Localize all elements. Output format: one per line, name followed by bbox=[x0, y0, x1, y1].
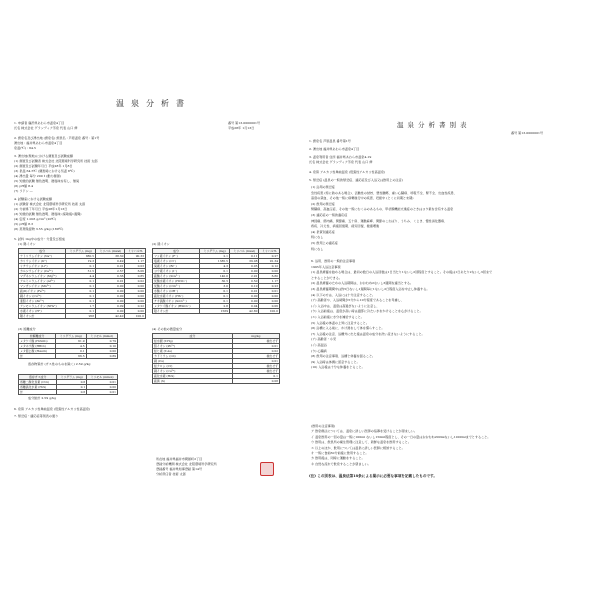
table-cell: カリウムイオン (K⁺) bbox=[19, 259, 66, 264]
table-cell: 0.00 bbox=[259, 294, 280, 299]
text-line: (イ) 入浴中は、温度は高過ぎないように注意し、 bbox=[311, 303, 380, 308]
table-cell: 0.1 bbox=[200, 294, 230, 299]
column-header: 溶存ガス成分 bbox=[19, 375, 57, 380]
table-cell: 51.5 bbox=[66, 269, 96, 274]
applicant-line: 1. 申請者 鹿沢県あわら市温泉4丁目 bbox=[14, 121, 65, 125]
text-line: (5) 飲用上の適応症 bbox=[311, 241, 339, 245]
text-line: (3) 温泉療養期間中は約5日ないし1週間毎に1ないし2日程度入浴を中止し休養する。 bbox=[311, 287, 430, 291]
table-cell: 90.33 bbox=[125, 254, 146, 259]
table-cell: 91.34 bbox=[259, 259, 280, 264]
undissociated-table bbox=[18, 333, 118, 359]
table-cell: 2.91 bbox=[230, 274, 259, 279]
official-seal bbox=[260, 462, 274, 476]
appendix-page bbox=[301, 82, 592, 534]
text-line: カ 飲用後は、同時に運動をすること。 bbox=[311, 456, 365, 461]
source-line: 泉温(℃) : 64.5 bbox=[14, 146, 36, 150]
table-cell: 140.0 bbox=[200, 274, 230, 279]
table-cell: 0.00 bbox=[96, 284, 125, 289]
table-row bbox=[19, 390, 118, 395]
text-line: (4) 以下の方は、入浴には十分注意すること。 bbox=[311, 292, 376, 297]
column-header: 成分 bbox=[153, 249, 200, 254]
table-cell: 0.01 bbox=[96, 279, 125, 284]
table-cell: 0.10 bbox=[86, 344, 117, 349]
table-cell: 鉄(II)イオン (Fe²⁺) bbox=[19, 289, 66, 294]
table-cell: 0.00 bbox=[230, 299, 259, 304]
table-cell: 19.3 bbox=[66, 259, 96, 264]
lab-line: (1) 試験者 株式会社 北陸環境科学研究所 技術 太郎 bbox=[14, 202, 86, 206]
analysis-report-page bbox=[6, 82, 298, 534]
table-cell: 0.10 bbox=[230, 284, 259, 289]
table-cell: 総水銀 (T-Hg) bbox=[153, 339, 233, 344]
table-cell: 1.17 bbox=[259, 279, 280, 284]
table-cell: 0.00 bbox=[87, 385, 118, 390]
appendix-item: 3. 温泉利用者 住所 福井県あわら市温泉4-19 bbox=[309, 155, 372, 159]
column-header: 非解離成分 bbox=[19, 334, 56, 339]
lab-address: 所在地 福井県福井市問屋町2丁目 bbox=[156, 457, 203, 461]
table-cell: 総ヒ素 (T-As) bbox=[153, 349, 233, 354]
text-line: (6) 浴槽に入る前に、かけ湯をして体を慣らすこと。 bbox=[311, 326, 385, 331]
text-line: (7) 入浴後の注意、浴槽外に出た後は温泉の成分を洗い流さないようにすること。 bbox=[311, 331, 425, 336]
report-number: 番号 第13-0000001号 bbox=[511, 131, 544, 135]
table-cell: 61.9 bbox=[56, 339, 87, 344]
table-cell: 1.17 bbox=[125, 259, 146, 264]
cation-heading: (1) 陽イオン bbox=[18, 242, 36, 246]
text-line: (1) 浴用の禁忌症 bbox=[311, 185, 335, 189]
text-line: ウ 飲用は、飲泉所の衛生管理に注意して、新鮮な温泉を飲用すること。 bbox=[311, 440, 411, 445]
table-cell: 0.00 bbox=[230, 269, 259, 274]
table-cell: 0.08 bbox=[232, 379, 279, 384]
lab-line: (6) 蒸発残留物 3.55 g/kg (180℃) bbox=[14, 227, 64, 231]
table-cell: 2.57 bbox=[96, 269, 125, 274]
table-cell: 硫黄 (S) bbox=[153, 379, 233, 384]
cation-table bbox=[18, 248, 146, 319]
table-cell: 0.00 bbox=[96, 299, 125, 304]
table-cell: ナトリウムイオン (Na⁺) bbox=[19, 254, 66, 259]
column-header: ミリグラム (mg) bbox=[66, 249, 96, 254]
table-cell: 0.1 bbox=[66, 289, 96, 294]
page-title: 温泉分析書別表 bbox=[397, 121, 471, 129]
table-cell: 66.5 bbox=[56, 354, 87, 359]
table-cell: 炭酸イオン (CO₃²⁻) bbox=[153, 284, 200, 289]
table-cell: 総クロム (Cr) bbox=[153, 364, 233, 369]
table-row bbox=[19, 354, 118, 359]
appendix-item: 4. 泉質 アルカリ性単純温泉 (低張性アルカリ性高温泉) bbox=[309, 170, 386, 174]
table-cell: メタホウ酸 (HBO₂) bbox=[19, 344, 56, 349]
table-cell: 陰イオン計 bbox=[153, 309, 200, 314]
table-cell: カルシウムイオン (Ca²⁺) bbox=[19, 269, 66, 274]
table-cell: 0.1 bbox=[232, 374, 279, 379]
table-cell: アンモニウムイオン (NH₄⁺) bbox=[19, 304, 66, 309]
text-line: オ 一般に食前30分前後に飲用すること。 bbox=[311, 451, 369, 455]
table-header-row bbox=[19, 334, 118, 339]
table-cell: 検出せず bbox=[232, 339, 279, 344]
table-cell: メタケイ酸 (H₂SiO₃) bbox=[19, 339, 56, 344]
table-cell: 0.6 bbox=[57, 380, 87, 385]
table-cell: 水素イオン (H⁺) bbox=[19, 309, 66, 314]
table-row bbox=[153, 379, 280, 384]
lab-name: 登録分析機関 株式会社 北陸環境科学研究所 bbox=[156, 462, 217, 466]
table-cell: 計 bbox=[19, 354, 56, 359]
table-cell: 0.1 bbox=[57, 385, 87, 390]
table-cell: 0.1 bbox=[66, 264, 96, 269]
lab-manager: 分析責任者 技術 太郎 bbox=[156, 472, 186, 476]
table-cell: 0.00 bbox=[259, 299, 280, 304]
table-cell: 2.1 bbox=[200, 254, 230, 259]
table-cell: 38.30 bbox=[96, 254, 125, 259]
table-cell: 亜鉛イオン (Zn²⁺) bbox=[19, 299, 66, 304]
text-line: (3) 適応症の一般的適応症 bbox=[311, 213, 348, 217]
table-cell: 0.00 bbox=[96, 309, 125, 314]
table-cell: 0.01 bbox=[232, 344, 279, 349]
appendix-item: 氏名 株式会社 グランディア芳泉 代表 山口 修 bbox=[309, 160, 373, 164]
table-cell: 0.11 bbox=[230, 254, 259, 259]
text-line: (ウ) 入浴前後は、温度が高い時は頭部に冷たい水をかけることを心がけること。 bbox=[311, 309, 423, 314]
table-cell: 0.85 bbox=[125, 274, 146, 279]
table-cell: 0.89 bbox=[86, 354, 117, 359]
table-cell: 0.00 bbox=[125, 294, 146, 299]
survey-line: (2) 調査及び試験年月日 平成28年 1月8日 bbox=[14, 164, 73, 168]
table-cell: 0.03 bbox=[125, 264, 146, 269]
table-cell: 0.27 bbox=[259, 254, 280, 259]
table-header-row bbox=[19, 375, 118, 380]
table-cell: 0.00 bbox=[125, 284, 146, 289]
survey-line: (6) pH値 8.4 bbox=[14, 184, 34, 188]
table-cell: マグネシウムイオン (Mg²⁺) bbox=[19, 274, 66, 279]
text-line: 特になし bbox=[311, 246, 324, 251]
column-header: ミリバル% bbox=[125, 249, 146, 254]
trace-table bbox=[152, 333, 280, 384]
column-header: ミリグラム (mg) bbox=[57, 375, 87, 380]
table-cell: 0.00 bbox=[230, 294, 259, 299]
text-line: (5) 入浴後の体温の上昇に注意すること。 bbox=[311, 320, 369, 325]
table-cell: 880.5 bbox=[66, 254, 96, 259]
report-date: 平成28年 1月13日 bbox=[228, 126, 255, 130]
text-line: (ウ) 心臓病 bbox=[311, 348, 327, 353]
table-cell: 0.00 bbox=[259, 269, 280, 274]
table-cell: マンガンイオン (Mn²⁺) bbox=[19, 284, 66, 289]
text-line: 急性疾患 (特に熱のある場合)、活動性の結核、悪性腫瘍、重い心臓病、呼吸不全、腎不全、出血性疾患、 bbox=[311, 190, 457, 195]
table-cell: 1385.5 bbox=[200, 259, 230, 264]
table-cell: 0.49 bbox=[96, 259, 125, 264]
table-cell: 4.3 bbox=[200, 264, 230, 269]
text-line: (ア) 高齢者・小児 bbox=[311, 337, 337, 342]
table-cell: 0.02 bbox=[232, 349, 279, 354]
column-header: ミリバル (mval) bbox=[230, 249, 259, 254]
table-cell: 0.05 bbox=[230, 264, 259, 269]
grand-total: 成分総計 2.59 g/kg bbox=[28, 396, 57, 400]
contraindication-note: 7. 禁忌症・適応症等別表の通り bbox=[14, 414, 59, 418]
text-line: (2) 飲用の禁忌症 bbox=[311, 201, 335, 206]
source-line: 2. 源泉名及び湧出地 (源泉名) 源泉名 : 芦原温泉 番号 : 第1号 bbox=[14, 136, 100, 140]
lab-registration: 登録番号 福井県知事登録 第14号 bbox=[156, 467, 203, 471]
text-line: (4) 泉質別適応症 bbox=[311, 229, 335, 234]
table-cell: 0.01 bbox=[87, 390, 118, 395]
table-cell: 6.06 bbox=[125, 269, 146, 274]
appendix-item: 5. 禁忌症 (温泉の一般的禁忌症、適応症及び入浴又は飲用上の注意) bbox=[309, 178, 403, 182]
table-cell: メタ亜ヒ酸 (HAsO₂) bbox=[19, 349, 56, 354]
table-cell: 検出せず bbox=[232, 364, 279, 369]
table-cell: 検出せず bbox=[232, 369, 279, 374]
source-line: 湧出地 : 福井県あわら市温泉4丁目 bbox=[14, 141, 63, 145]
text-line: 6. 浴用、飲用の一般的注意事項 bbox=[311, 259, 356, 263]
survey-line: (4) 湧出量 毎分 200 ℓ (動力揚湯) bbox=[14, 174, 61, 178]
table-cell: カドミウム (Cd) bbox=[153, 354, 233, 359]
table-cell: 0.09 bbox=[96, 304, 125, 309]
table-cell: 3.0 bbox=[200, 284, 230, 289]
table-cell: 0.02 bbox=[125, 279, 146, 284]
text-line: 腎臓病、高血圧症、その他一般にむくみのあるもの、甲状腺機能亢進症のときはヨウ素を含有する温泉 bbox=[311, 207, 454, 212]
gas-table bbox=[18, 374, 118, 395]
column-header: ミリグラム (mg) bbox=[56, 334, 87, 339]
table-cell: 硫化水素 (H₂S) bbox=[153, 374, 233, 379]
table-cell: ヨウ素イオン (I⁻) bbox=[153, 269, 200, 274]
table-cell: チオ硫酸イオン (S₂O₃²⁻) bbox=[153, 299, 200, 304]
text-line: とすることができる。 bbox=[311, 275, 342, 280]
table-cell: 39.08 bbox=[230, 259, 259, 264]
table-cell: 0.36 bbox=[96, 274, 125, 279]
table-total-row bbox=[153, 309, 280, 314]
anion-table bbox=[152, 248, 280, 314]
survey-line: (1) 調査及び試験者 株式会社 北陸環境科学研究所 技術 太郎 bbox=[14, 159, 98, 163]
anion-heading: (2) 陰イオン bbox=[152, 242, 170, 246]
table-cell: 炭酸水素イオン (HCO₃⁻) bbox=[153, 279, 200, 284]
column-header: ミリモル (mmol) bbox=[87, 375, 118, 380]
column-header: ミリバル (mval) bbox=[96, 249, 125, 254]
table-cell: 0.79 bbox=[86, 339, 117, 344]
table-cell: 0.01 bbox=[230, 289, 259, 294]
table-cell: 0.1 bbox=[200, 299, 230, 304]
table-cell: 硫酸イオン (SO₄²⁻) bbox=[153, 274, 200, 279]
table-cell: フッ素イオン (F⁻) bbox=[153, 254, 200, 259]
table-cell: リチウムイオン (Li⁺) bbox=[19, 264, 66, 269]
text-line: キ 自然な流れで飲泉することが望ましい。 bbox=[311, 461, 371, 466]
page-title: 温泉分析書 bbox=[116, 99, 191, 108]
table-cell: 30.5 bbox=[200, 279, 230, 284]
text-line: 高度の貧血、その他一般に病勢進行中の疾患、妊娠中 (とくに初期と末期) bbox=[311, 196, 414, 201]
table-cell: 0.1 bbox=[56, 349, 87, 354]
lab-line: 4. 試験室における試験成績 bbox=[14, 197, 52, 201]
survey-line: (5) 知覚的試験 無色透明、微塩味を有し、無臭 bbox=[14, 179, 80, 183]
text-line: (2) 温泉療養のための入浴期間は、おおむね2ないし3週間を適当とする。 bbox=[311, 281, 414, 286]
text-line: 痔疾、冷え性、病後回復期、疲労回復、健康増進 bbox=[311, 224, 380, 229]
column-header: ミリバル% bbox=[259, 249, 280, 254]
applicant-line: 氏名 株式会社 グランディア芳泉 代表 山口 修 bbox=[14, 126, 78, 130]
text-line: (10) 入浴後は十分な休養をとること。 bbox=[311, 365, 365, 370]
composition-heading: 5. 試料 1kg中の成分・分量及び組成 bbox=[14, 237, 65, 241]
table-cell: 銅イオン (Cu²⁺) bbox=[153, 369, 233, 374]
text-line: エ 以上のほか、飲用については温泉に詳しい医師に相談すること。 bbox=[311, 445, 405, 450]
table-cell: 1.7 bbox=[66, 304, 96, 309]
trace-heading: (4) その他の微量成分 bbox=[152, 327, 183, 331]
table-cell: 100.0 bbox=[259, 309, 280, 314]
table-cell: 鉛イオン (Pb²⁺) bbox=[153, 344, 233, 349]
table-cell: 0.22 bbox=[125, 304, 146, 309]
text-line: ア 飲泉療法については、温泉に詳しい医師の指導を受けることが望ましい。 bbox=[311, 429, 418, 434]
table-cell: 0.1 bbox=[200, 289, 230, 294]
table-cell: 0.01 bbox=[259, 289, 280, 294]
survey-line: (3) 泉温 64.5℃ (調査時における気温 8℃) bbox=[14, 169, 75, 173]
table-cell: 検出せず bbox=[232, 354, 279, 359]
table-cell: 0.1 bbox=[66, 284, 96, 289]
table-cell: 4.5 bbox=[56, 344, 87, 349]
table-cell: 0.00 bbox=[96, 294, 125, 299]
table-cell: 0.1 bbox=[66, 294, 96, 299]
text-line: (8) 飲用の注意事項、浴槽と休養を図ること。 bbox=[311, 354, 376, 359]
table-cell: 0.50 bbox=[230, 279, 259, 284]
table-cell: 0.23 bbox=[259, 284, 280, 289]
table-cell: 0.01 bbox=[232, 359, 279, 364]
survey-line: (7) ラドン ― bbox=[14, 189, 33, 193]
table-cell: 計 bbox=[19, 390, 57, 395]
lab-line: (4) 密度 1.003 g/cm³ (20℃) bbox=[14, 217, 57, 221]
table-cell: 0.00 bbox=[86, 349, 117, 354]
column-header: 成分 bbox=[19, 249, 66, 254]
table-cell: 0.12 bbox=[259, 264, 280, 269]
table-cell: 0.01 bbox=[87, 380, 118, 385]
table-cell: 42.40 bbox=[96, 314, 125, 319]
table-cell: 0.1 bbox=[66, 299, 96, 304]
column-header: mg/kg bbox=[232, 334, 279, 339]
text-line: 特になし bbox=[311, 235, 324, 240]
dissolved-total: 溶存物質計 (ガス性のものを除く) 2.59 g/kg bbox=[28, 362, 91, 366]
table-cell: 958 bbox=[66, 314, 96, 319]
text-line: (1) 温泉療養を始める場合は、最初の数日の入浴回数は1日当たり1ないし2回程度とすること。その後は1日あたり2ないし3回まで bbox=[311, 270, 493, 275]
lab-line: (2) 分析終了年月日 平成28年1月13日 bbox=[14, 207, 68, 211]
table-cell: 臭素イオン (Br⁻) bbox=[153, 264, 200, 269]
table-cell: 0.00 bbox=[96, 289, 125, 294]
table-cell: 2.8 bbox=[200, 304, 230, 309]
table-cell: 遊離硫化水素 (H₂S) bbox=[19, 385, 57, 390]
table-cell: 6.80 bbox=[259, 274, 280, 279]
report-number: 番号 第13-0000001号 bbox=[228, 121, 261, 125]
text-line: (イ) 高温浴 bbox=[311, 343, 327, 347]
column-header: ミリモル (mmol) bbox=[86, 334, 117, 339]
table-cell: 0.1 bbox=[66, 309, 96, 314]
table-cell: 銅 (Cu) bbox=[153, 359, 233, 364]
text-line: イ 温泉飲用の一回の量は一般に100ml ないし150ml程度とし、その一日の量はおおむね200mlないし1000mlまでとすること。 bbox=[311, 434, 491, 439]
column-header: 成分 bbox=[153, 334, 233, 339]
table-cell: 0.06 bbox=[259, 304, 280, 309]
table-cell: 硫化水素イオン (HS⁻) bbox=[153, 294, 200, 299]
table-cell: 4.4 bbox=[66, 274, 96, 279]
text-line: 神経痛、筋肉痛、関節痛、五十肩、運動麻痺、関節のこわばり、うちみ、くじき、慢性消化器病、 bbox=[311, 218, 448, 223]
lab-line: (3) 知覚的試験 無色透明、微塩味 (採取後1週間) bbox=[14, 212, 82, 216]
table-cell: 100.0 bbox=[125, 314, 146, 319]
survey-line: 3. 湧出地(現地)における調査及び試験成績 bbox=[14, 154, 73, 158]
lab-line: (5) pH値 8.3 bbox=[14, 222, 34, 226]
table-cell: 0.00 bbox=[125, 309, 146, 314]
text-line: 1995年入浴注意事項 bbox=[311, 264, 341, 269]
table-cell: 0.1 bbox=[200, 269, 230, 274]
table-cell: 42.80 bbox=[230, 309, 259, 314]
appendix-footnote: (注) この別表は、温泉法第18条による掲示に必要な事項を記載したものです。 bbox=[309, 474, 437, 478]
table-cell: 0.01 bbox=[96, 264, 125, 269]
table-cell: 水酸イオン (OH⁻) bbox=[153, 289, 200, 294]
table-cell: 銅イオン (Cu²⁺) bbox=[19, 294, 66, 299]
table-cell: 0.6 bbox=[57, 390, 87, 395]
appendix-item: 2. 湧出地 福井県あわら市温泉4丁目 bbox=[309, 147, 360, 151]
text-line: (飲用の注意事項) bbox=[311, 424, 336, 428]
spring-quality: 6. 泉質 アルカリ性単純温泉 (低張性アルカリ性高温泉) bbox=[14, 407, 91, 411]
table-cell: 0.1 bbox=[66, 279, 96, 284]
table-cell: 塩素イオン (Cl⁻) bbox=[153, 259, 200, 264]
text-line: (エ) 入浴前後に水分を補給すること。 bbox=[311, 315, 364, 319]
text-line: (9) 入浴時は体調に留意すること。 bbox=[311, 359, 360, 364]
table-cell: 1569 bbox=[200, 309, 230, 314]
table-cell: アルミニウムイオン (Al³⁺) bbox=[19, 279, 66, 284]
table-cell: 0.04 bbox=[230, 304, 259, 309]
column-header: ミリグラム (mg) bbox=[200, 249, 230, 254]
appendix-item: 1. 源泉名 芦原温泉 番号第1号 bbox=[309, 139, 351, 143]
table-total-row bbox=[19, 314, 146, 319]
table-cell: 0.00 bbox=[125, 299, 146, 304]
undissociated-heading: (3) 遊離成分 bbox=[18, 327, 36, 331]
table-cell: 陽イオン計 bbox=[19, 314, 66, 319]
table-cell: メタケイ酸イオン (HSiO₃⁻) bbox=[153, 304, 200, 309]
table-cell: 0.00 bbox=[125, 289, 146, 294]
table-cell: 遊離二酸化炭素 (CO₂) bbox=[19, 380, 57, 385]
text-line: (ア) 高齢者や、入浴時間が5分から10分程度であることを考慮し、 bbox=[311, 298, 404, 303]
